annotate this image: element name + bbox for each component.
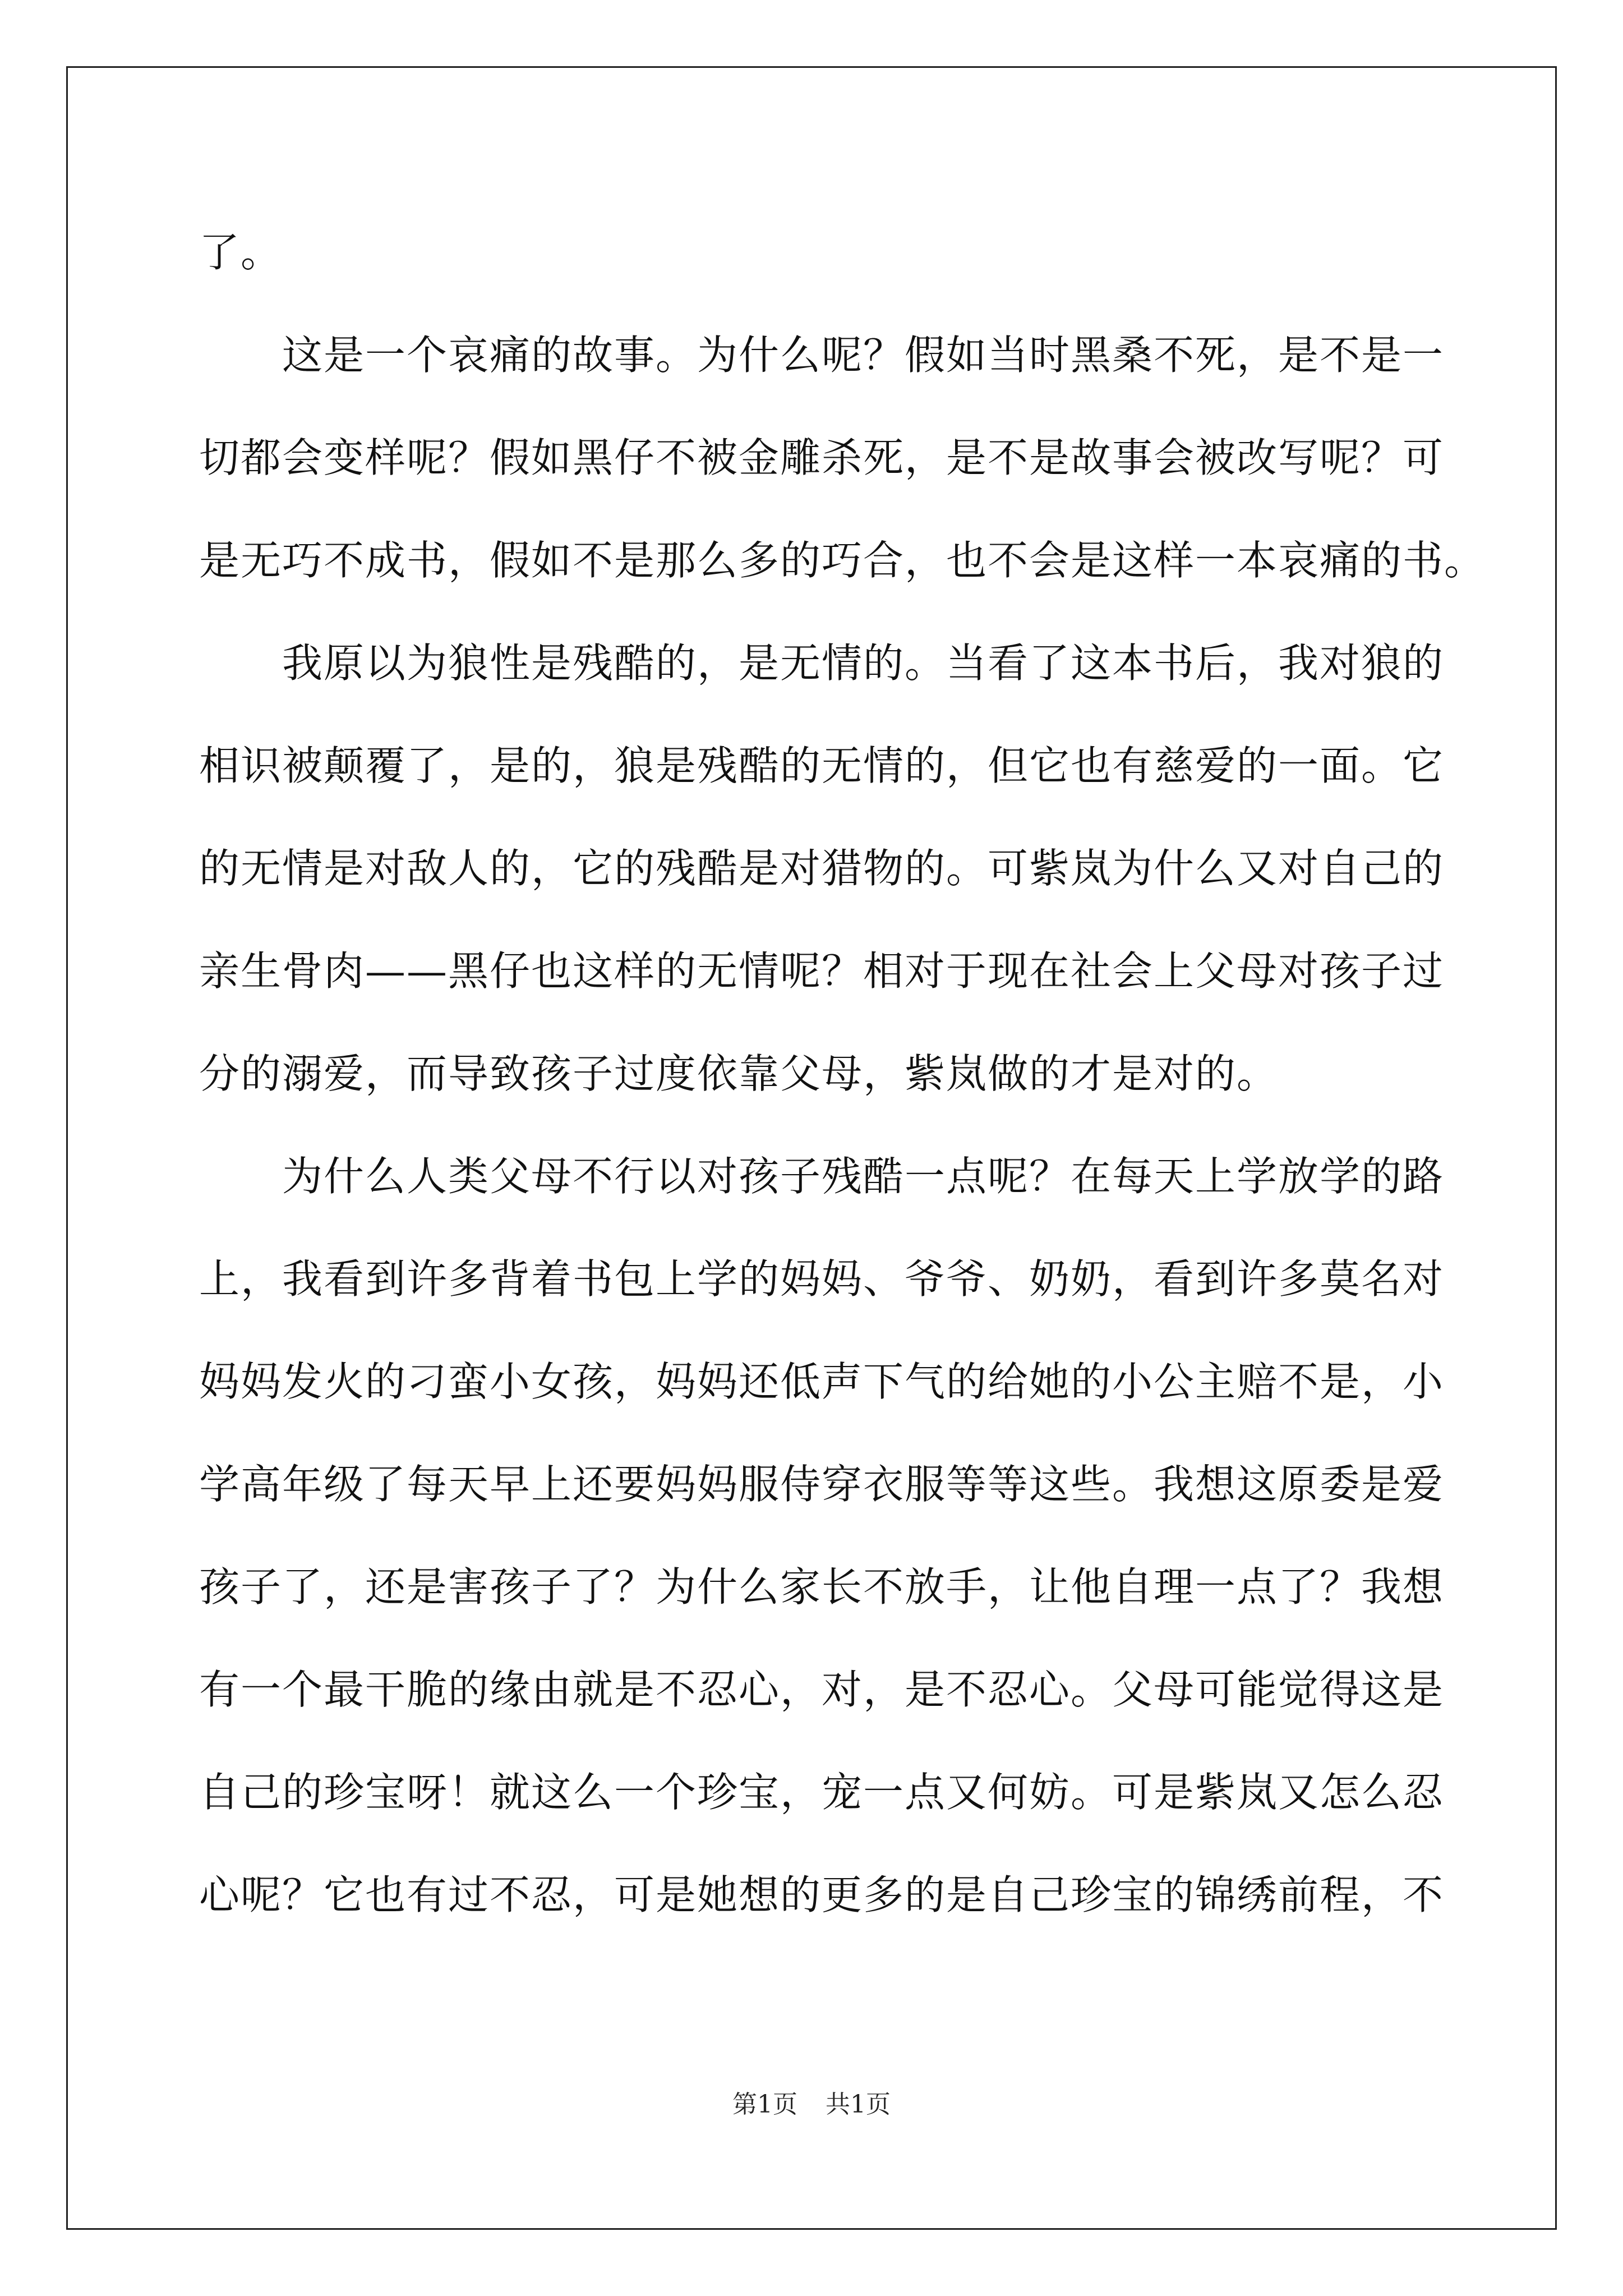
text-line-3: 切都会变样呢？假如黑仔不被金雕杀死，是不是故事会被改写呢？可: [199, 434, 1445, 481]
page-number: 第1页: [732, 2090, 797, 2119]
text-line-1: 了。: [199, 229, 283, 276]
text-line-11: 上，我看到许多背着书包上学的妈妈、爷爷、奶奶，看到许多莫名对: [199, 1255, 1445, 1303]
text-line-10: 为什么人类父母不行以对孩子残酷一点呢？在每天上学放学的路: [199, 1153, 1445, 1200]
text-line-16: 自己的珍宝呀！就这么一个珍宝，宠一点又何妨。可是紫岚又怎么忍: [199, 1769, 1445, 1816]
page-total: 共1页: [826, 2090, 891, 2119]
text-line-9: 分的溺爱，而导致孩子过度依靠父母，紫岚做的才是对的。: [199, 1050, 1279, 1097]
text-line-12: 妈妈发火的刁蛮小女孩，妈妈还低声下气的给她的小公主赔不是，小: [199, 1358, 1445, 1405]
text-line-13: 学高年级了每天早上还要妈妈服侍穿衣服等等这些。我想这原委是爱: [199, 1461, 1445, 1508]
text-line-4: 是无巧不成书，假如不是那么多的巧合，也不会是这样一本哀痛的书。: [199, 537, 1486, 584]
text-line-2: 这是一个哀痛的故事。为什么呢？假如当时黑桑不死，是不是一: [199, 332, 1445, 379]
text-line-6: 相识被颠覆了，是的，狼是残酷的无情的，但它也有慈爱的一面。它: [199, 742, 1445, 789]
text-line-5: 我原以为狼性是残酷的，是无情的。当看了这本书后，我对狼的: [199, 639, 1445, 687]
text-line-7: 的无情是对敌人的，它的残酷是对猎物的。可紫岚为什么又对自己的: [199, 845, 1445, 892]
page-footer: [0, 2088, 1623, 2122]
text-line-15: 有一个最干脆的缘由就是不忍心，对，是不忍心。父母可能觉得这是: [199, 1666, 1445, 1713]
text-line-14: 孩子了，还是害孩子了？为什么家长不放手，让他自理一点了？我想: [199, 1563, 1445, 1611]
text-line-8: 亲生骨肉——黑仔也这样的无情呢？相对于现在社会上父母对孩子过: [199, 947, 1445, 995]
text-line-17: 心呢？它也有过不忍，可是她想的更多的是自己珍宝的锦绣前程，不: [199, 1871, 1445, 1918]
